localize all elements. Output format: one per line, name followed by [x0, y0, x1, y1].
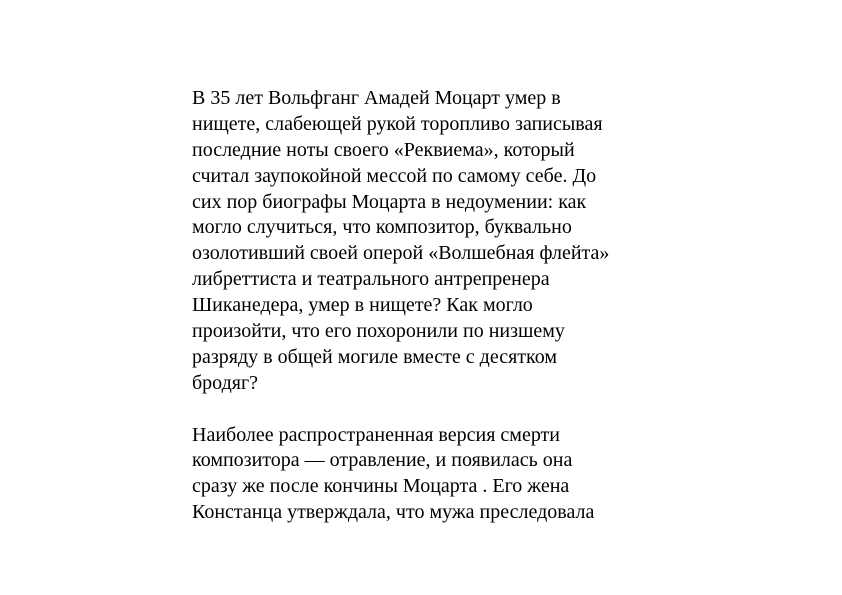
- text-line: сразу же после кончины Моцарта . Его жена: [192, 475, 570, 498]
- text-line: Констанца утверждала, что мужа преследовала: [192, 501, 595, 524]
- paragraph-1: [192, 86, 662, 397]
- text-line: Наиболее распространенная версия смерти: [192, 423, 560, 446]
- text-line: нищете, слабеющей рукой торопливо записывая: [192, 112, 603, 135]
- text-line: композитора — отравление, и появилась она: [192, 449, 573, 472]
- text-line: В 35 лет Вольфганг Амадей Моцарт умер в: [192, 87, 561, 109]
- text-line: разряду в общей могиле вместе с десятком: [192, 345, 558, 368]
- paragraph-2: [192, 423, 662, 527]
- text-line: озолотивший своей оперой «Волшебная флейта»: [192, 242, 610, 265]
- text-line: могло случиться, что композитор, буквально: [192, 216, 572, 239]
- text-line: считал заупокойной мессой по самому себе. До: [192, 164, 597, 187]
- text-line: последние ноты своего «Реквиема», который: [192, 138, 575, 161]
- paragraph-spacer: [192, 397, 662, 423]
- text-line: сих пор биографы Моцарта в недоумении: как: [192, 190, 587, 213]
- text-line: Шиканедера, умер в нищете? Как могло: [192, 294, 533, 317]
- document-body: [192, 86, 662, 526]
- text-line: бродяг?: [192, 371, 259, 394]
- text-line: либреттиста и театрального антрепренера: [192, 268, 550, 291]
- text-line: произойти, что его похоронили по низшему: [192, 320, 565, 343]
